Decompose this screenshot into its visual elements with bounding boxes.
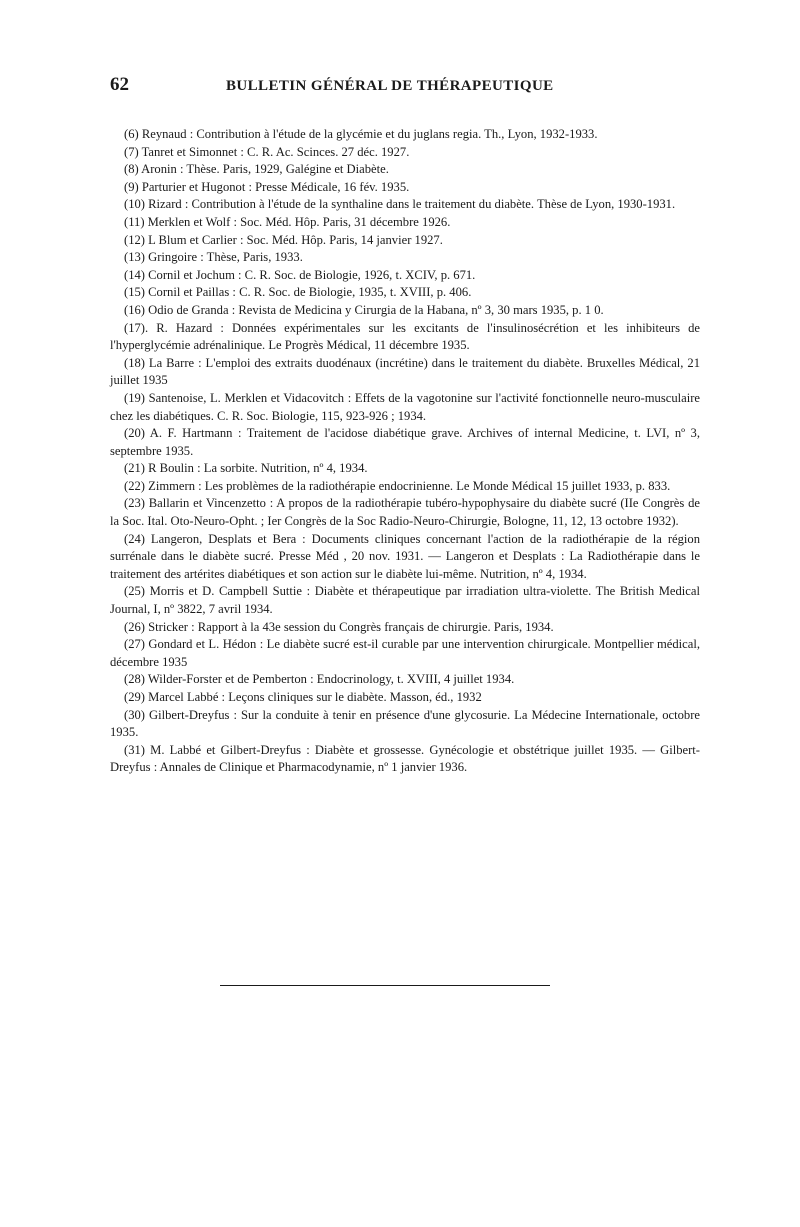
reference-item: (7) Tanret et Simonnet : C. R. Ac. Scinces. 27 déc. 1927. <box>124 144 410 159</box>
reference-item: (12) L Blum et Carlier : Soc. Méd. Hôp. Paris, 14 janvier 1927. <box>124 232 443 247</box>
reference-item: (28) Wilder-Forster et de Pemberton : Endocrinology, t. XVIII, 4 juillet 1934. <box>124 672 515 687</box>
page-content <box>110 74 700 777</box>
page-header <box>110 74 700 104</box>
reference-item: (25) Morris et D. Campbell Suttie : Diabète et thérapeutique par irradiation ultra-violette. The British Medical Journal, I, nº 3822, 7 avril 1934. <box>110 584 700 617</box>
reference-item: (29) Marcel Labbé : Leçons cliniques sur le diabète. Masson, éd., 1932 <box>124 690 482 704</box>
reference-item: (23) Ballarin et Vincenzetto : A propos de la radiothérapie tubéro-hypophysaire du diabète sucré (IIe Congrès de la Soc. Ital. Oto-Neuro-Opht. ; Ier Congrès de la Soc Radio-Neuro-Chirurgie, Bologne, 11, 12, 13 octobre 1932). <box>110 496 700 529</box>
reference-item: (17). R. Hazard : Données expérimentales sur les excitants de l'insulinosécrétion et les inhibiteurs de l'hyperglycémie adrénalinique. Le Progrès Médical, 11 décembre 1935. <box>110 320 700 353</box>
reference-item: (8) Aronin : Thèse. Paris, 1929, Galégine et Diabète. <box>124 162 389 177</box>
reference-item: (24) Langeron, Desplats et Bera : Documents cliniques concernant l'action de la radiothérapie de la région surrénale dans le diabète sucré. Presse Méd , 20 nov. 1931. — Langeron et Desplats : La Radiothérapie dans le traitement des artérites diabétiques et son action sur le diabète lui-même. Nutrition, nº 4, 1934. <box>110 531 700 581</box>
reference-item: (20) A. F. Hartmann : Traitement de l'acidose diabétique grave. Archives of internal Medicine, t. LVI, nº 3, septembre 1935. <box>110 426 700 458</box>
reference-item: (26) Stricker : Rapport à la 43e session du Congrès français de chirurgie. Paris, 1934. <box>124 619 554 634</box>
reference-item: (9) Parturier et Hugonot : Presse Médicale, 16 fév. 1935. <box>124 179 410 194</box>
reference-item: (13) Gringoire : Thèse, Paris, 1933. <box>124 250 303 265</box>
reference-item: (11) Merklen et Wolf : Soc. Méd. Hôp. Paris, 31 décembre 1926. <box>124 214 451 229</box>
reference-item: (31) M. Labbé et Gilbert-Dreyfus : Diabète et grossesse. Gynécologie et obstétrique juillet 1935. — Gilbert-Dreyfus : Annales de Clinique et Pharmacodynamie, nº 1 janvier 1936. <box>110 742 700 775</box>
reference-item: (21) R Boulin : La sorbite. Nutrition, nº 4, 1934. <box>124 461 368 476</box>
reference-item: (10) Rizard : Contribution à l'étude de la synthaline dans le traitement du diabète. Thèse de Lyon, 1930-1931. <box>124 197 676 212</box>
reference-item: (16) Odio de Granda : Revista de Medicina y Cirurgia de la Habana, nº 3, 30 mars 1935, p. 1 0. <box>124 302 604 317</box>
end-rule <box>220 985 550 986</box>
reference-item: (22) Zimmern : Les problèmes de la radiothérapie endocrinienne. Le Monde Médical 15 juillet 1933, p. 833. <box>124 478 671 493</box>
reference-item: (27) Gondard et L. Hédon : Le diabète sucré est-il curable par une intervention chirurgicale. Montpellier médical, décembre 1935 <box>110 637 700 669</box>
reference-list <box>110 126 700 777</box>
reference-item: (6) Reynaud : Contribution à l'étude de la glycémie et du juglans regia. Th., Lyon, 1932-1933. <box>124 127 598 141</box>
reference-item: (14) Cornil et Jochum : C. R. Soc. de Biologie, 1926, t. XCIV, p. 671. <box>124 267 476 282</box>
reference-item: (15) Cornil et Paillas : C. R. Soc. de Biologie, 1935, t. XVIII, p. 406. <box>124 285 472 300</box>
running-title: BULLETIN GÉNÉRAL DE THÉRAPEUTIQUE <box>226 78 554 94</box>
reference-item: (30) Gilbert-Dreyfus : Sur la conduite à tenir en présence d'une glycosurie. La Médecine Internationale, octobre 1935. <box>110 707 700 740</box>
reference-item: (19) Santenoise, L. Merklen et Vidacovitch : Effets de la vagotonine sur l'activité fonctionnelle neuro-musculaire chez les diabétiques. C. R. Soc. Biologie, 115, 923-926 ; 1934. <box>110 390 700 423</box>
page-number: 62 <box>110 74 129 95</box>
reference-item: (18) La Barre : L'emploi des extraits duodénaux (incrétine) dans le traitement du diabète. Bruxelles Médical, 21 juillet 1935 <box>110 355 700 388</box>
